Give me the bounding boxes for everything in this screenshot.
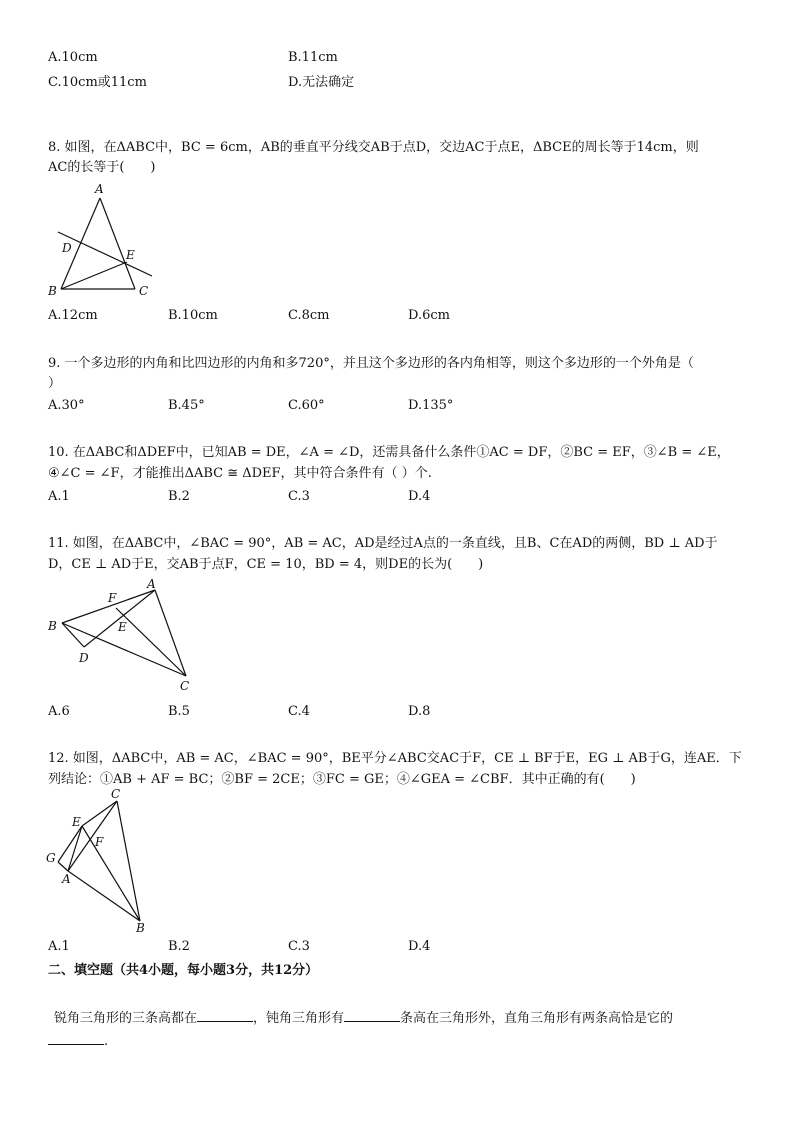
q11-label-d: D — [79, 651, 89, 665]
q11-segment-ac — [155, 590, 186, 676]
q11-figure — [44, 576, 200, 696]
q10-option-c: C.3 — [288, 489, 310, 504]
q13-stem-line2 — [48, 1032, 748, 1052]
q10-option-d: D.4 — [408, 489, 431, 504]
q12-figure — [44, 786, 156, 936]
q12-label-g: G — [46, 851, 56, 865]
q8-option-a: A.12cm — [48, 308, 98, 323]
q11-option-a: A.6 — [48, 704, 70, 719]
q12-label-e: E — [72, 815, 81, 829]
q7-option-d: D.无法确定 — [288, 75, 355, 90]
q9-stem-line1: 9. 一个多边形的内角和比四边形的内角和多720°，并且这个多边形的各内角相等，则这个多边形的一个外角是（ — [48, 356, 694, 371]
q8-options — [48, 308, 748, 328]
q11-label-e: E — [118, 620, 127, 634]
q12-options — [48, 939, 748, 959]
q12-label-a: A — [62, 872, 71, 886]
q11-option-d: D.8 — [408, 704, 431, 719]
q12-label-c: C — [111, 787, 121, 801]
q12-segment-ea — [68, 826, 82, 871]
q13-text-part1: 锐角三角形的三条高都在 — [54, 1011, 198, 1026]
q11-line-ad — [84, 590, 155, 647]
q12-label-b: B — [136, 921, 145, 935]
q10-options — [48, 489, 748, 509]
section-2-title: 二、填空题（共4小题，每小题3分，共12分） — [48, 963, 319, 978]
q8-label-b: B — [48, 284, 57, 298]
q12-option-d: D.4 — [408, 939, 431, 954]
q13-text-part4: . — [104, 1034, 109, 1049]
q11-label-f: F — [108, 591, 117, 605]
q13-text-part2: ，钝角三角形有 — [253, 1011, 345, 1026]
q8-figure — [48, 182, 168, 300]
q9-option-a: A.30° — [48, 398, 85, 413]
q11-segment-bd — [62, 623, 84, 647]
q8-segment-ac — [100, 198, 135, 289]
q9-option-c: C.60° — [288, 398, 325, 413]
q8-label-c: C — [139, 284, 149, 298]
q9-stem-line2: ） — [48, 376, 62, 391]
q9-options — [48, 398, 748, 418]
q12-stem-line2: 列结论：①AB + AF = BC；②BF = 2CE；③FC = GE；④∠GEA = ∠CBF．其中正确的有( ) — [48, 772, 636, 787]
q12-option-c: C.3 — [288, 939, 310, 954]
q11-stem-line1: 11. 如图，在ΔABC中，∠BAC = 90°，AB = AC，AD是经过A点的一条直线，且B、C在AD的两侧，BD ⊥ AD于 — [48, 536, 718, 551]
q11-label-b: B — [48, 619, 57, 633]
q12-option-a: A.1 — [48, 939, 70, 954]
q13-blank-1 — [197, 1009, 253, 1022]
q10-stem-line2: ④∠C = ∠F，才能推出ΔABC ≅ ΔDEF，其中符合条件有（ ）个. — [48, 466, 432, 481]
q12-segment-ce — [82, 801, 117, 826]
q8-label-d: D — [62, 241, 72, 255]
q7-option-c: C.10cm或11cm — [48, 75, 147, 90]
q13-blank-2 — [344, 1009, 400, 1022]
q11-segment-cf — [116, 608, 186, 676]
q12-segment-ab — [68, 871, 140, 921]
q8-stem-line2: AC的长等于( ) — [48, 160, 156, 175]
q8-stem-line1: 8. 如图，在ΔABC中，BC = 6cm，AB的垂直平分线交AB于点D，交边AC于点E，ΔBCE的周长等于14cm，则 — [48, 140, 699, 155]
q13-blank-3 — [48, 1032, 104, 1045]
q13-stem-line1 — [54, 1009, 754, 1029]
q11-label-c: C — [180, 679, 190, 693]
q9-option-d: D.135° — [408, 398, 454, 413]
q10-stem-line1: 10. 在ΔABC和ΔDEF中，已知AB = DE，∠A = ∠D，还需具备什么条件①AC = DF，②BC = EF，③∠B = ∠E， — [48, 445, 730, 460]
q11-stem-line2: D，CE ⊥ AD于E，交AB于点F，CE = 10，BD = 4，则DE的长为( ) — [48, 557, 484, 572]
q7-options-row1 — [48, 50, 748, 70]
q12-option-b: B.2 — [168, 939, 190, 954]
q11-label-a: A — [147, 577, 156, 591]
q8-option-c: C.8cm — [288, 308, 330, 323]
q11-options — [48, 704, 748, 724]
q8-option-b: B.10cm — [168, 308, 218, 323]
q13-text-part3: 条高在三角形外，直角三角形有两条高恰是它的 — [400, 1011, 674, 1026]
q12-stem-line1: 12. 如图，ΔABC中，AB = AC，∠BAC = 90°，BE平分∠ABC交AC于F，CE ⊥ BF于E，EG ⊥ AB于G，连AE．下 — [48, 751, 742, 766]
q10-option-a: A.1 — [48, 489, 70, 504]
q9-option-b: B.45° — [168, 398, 205, 413]
q8-option-d: D.6cm — [408, 308, 450, 323]
q10-option-b: B.2 — [168, 489, 190, 504]
q12-label-f: F — [95, 835, 104, 849]
q7-options-row2 — [48, 71, 748, 91]
q7-option-a: A.10cm — [48, 50, 98, 65]
q8-label-a: A — [95, 182, 104, 196]
q8-perpendicular-bisector — [58, 232, 152, 276]
q12-segment-ga — [58, 862, 68, 871]
q11-option-b: B.5 — [168, 704, 190, 719]
q8-label-e: E — [126, 248, 135, 262]
q11-option-c: C.4 — [288, 704, 310, 719]
q7-option-b: B.11cm — [288, 50, 338, 65]
